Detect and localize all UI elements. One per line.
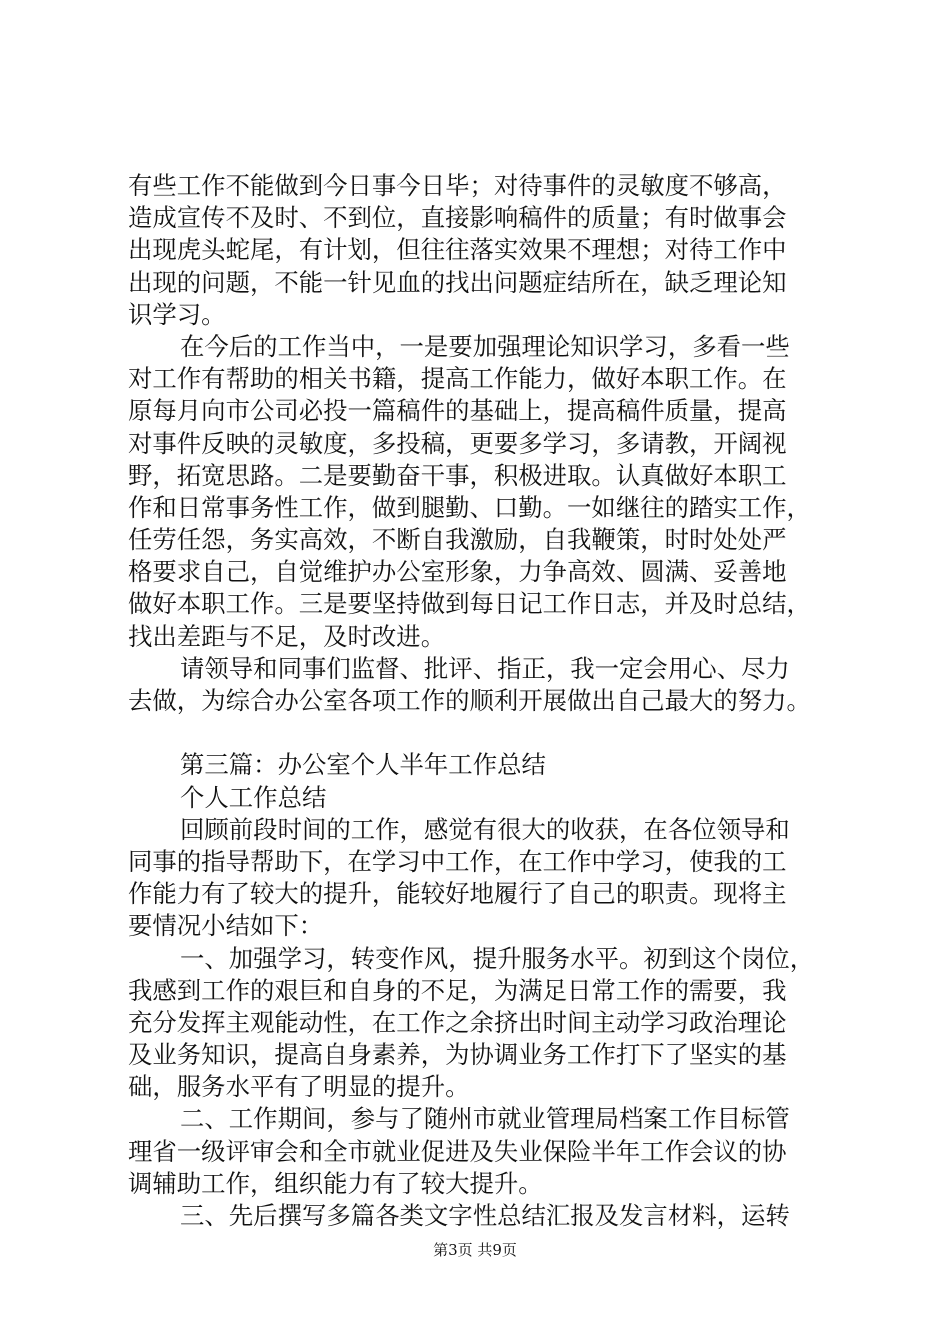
- text-line: 出现的问题，不能一针见血的找出问题症结所在，缺乏理论知: [128, 267, 787, 297]
- page-number-footer: 第3页 共9页: [433, 1241, 517, 1259]
- document-body: [128, 170, 840, 1232]
- text-line: 及业务知识，提高自身素养，为协调业务工作打下了坚实的基: [128, 1040, 787, 1070]
- text-line: 任劳任怨，务实高效，不断自我激励，自我鞭策，时时处处严: [128, 525, 787, 555]
- text-line: 充分发挥主观能动性，在工作之余挤出时间主动学习政治理论: [128, 1007, 787, 1037]
- text-line: 找出差距与不足，及时改进。: [128, 621, 446, 651]
- text-line: 识学习。: [128, 299, 226, 329]
- paragraph-start-line: 一、加强学习，转变作风，提升服务水平。初到这个岗位，: [180, 943, 815, 973]
- text-line: 础，服务水平有了明显的提升。: [128, 1072, 470, 1102]
- text-line: 我感到工作的艰巨和自身的不足，为满足日常工作的需要，我: [128, 975, 787, 1005]
- text-line: 去做，为综合办公室各项工作的顺利开展做出自己最大的努力。: [128, 686, 811, 715]
- text-line: 原每月向市公司必投一篇稿件的基础上，提高稿件质量，提高: [128, 396, 787, 426]
- text-line: 作能力有了较大的提升，能较好地履行了自己的职责。现将主: [128, 879, 787, 909]
- text-line: 要情况小结如下：: [128, 911, 324, 941]
- text-line: 理省一级评审会和全市就业促进及失业保险半年工作会议的协: [128, 1136, 787, 1166]
- section-heading: 第三篇：办公室个人半年工作总结: [180, 750, 546, 780]
- text-line: 格要求自己，自觉维护办公室形象，力争高效、圆满、妥善地: [128, 557, 787, 587]
- text-line: 对工作有帮助的相关书籍，提高工作能力，做好本职工作。在: [128, 364, 787, 394]
- paragraph-start-line: 二、工作期间，参与了随州市就业管理局档案工作目标管: [180, 1104, 790, 1134]
- text-line: 野，拓宽思路。二是要勤奋干事，积极进取。认真做好本职工: [128, 460, 787, 490]
- section-subheading: 个人工作总结: [180, 782, 327, 812]
- paragraph-start-line: 回顾前段时间的工作，感觉有很大的收获，在各位领导和: [180, 814, 790, 844]
- text-line: 作和日常事务性工作，做到腿勤、口勤。一如继往的踏实工作，: [128, 492, 811, 522]
- text-line: 同事的指导帮助下，在学习中工作，在工作中学习，使我的工: [128, 846, 787, 876]
- paragraph-start-line: 请领导和同事们监督、批评、指正，我一定会用心、尽力: [180, 653, 790, 683]
- text-line: 做好本职工作。三是要坚持做到每日记工作日志，并及时总结，: [128, 589, 811, 619]
- text-line: 出现虎头蛇尾，有计划，但往往落实效果不理想；对待工作中: [128, 235, 787, 265]
- text-line: 调辅助工作，组织能力有了较大提升。: [128, 1168, 543, 1198]
- text-line: 对事件反映的灵敏度，多投稿，更要多学习，多请教，开阔视: [128, 428, 787, 458]
- text-line: 有些工作不能做到今日事今日毕；对待事件的灵敏度不够高，: [128, 171, 787, 200]
- paragraph-start-line: 在今后的工作当中，一是要加强理论知识学习，多看一些: [180, 331, 790, 361]
- text-line: 造成宣传不及时、不到位，直接影响稿件的质量；有时做事会: [128, 203, 787, 233]
- blank-line: [128, 717, 840, 749]
- paragraph-start-line: 三、先后撰写多篇各类文字性总结汇报及发言材料，运转: [180, 1201, 790, 1230]
